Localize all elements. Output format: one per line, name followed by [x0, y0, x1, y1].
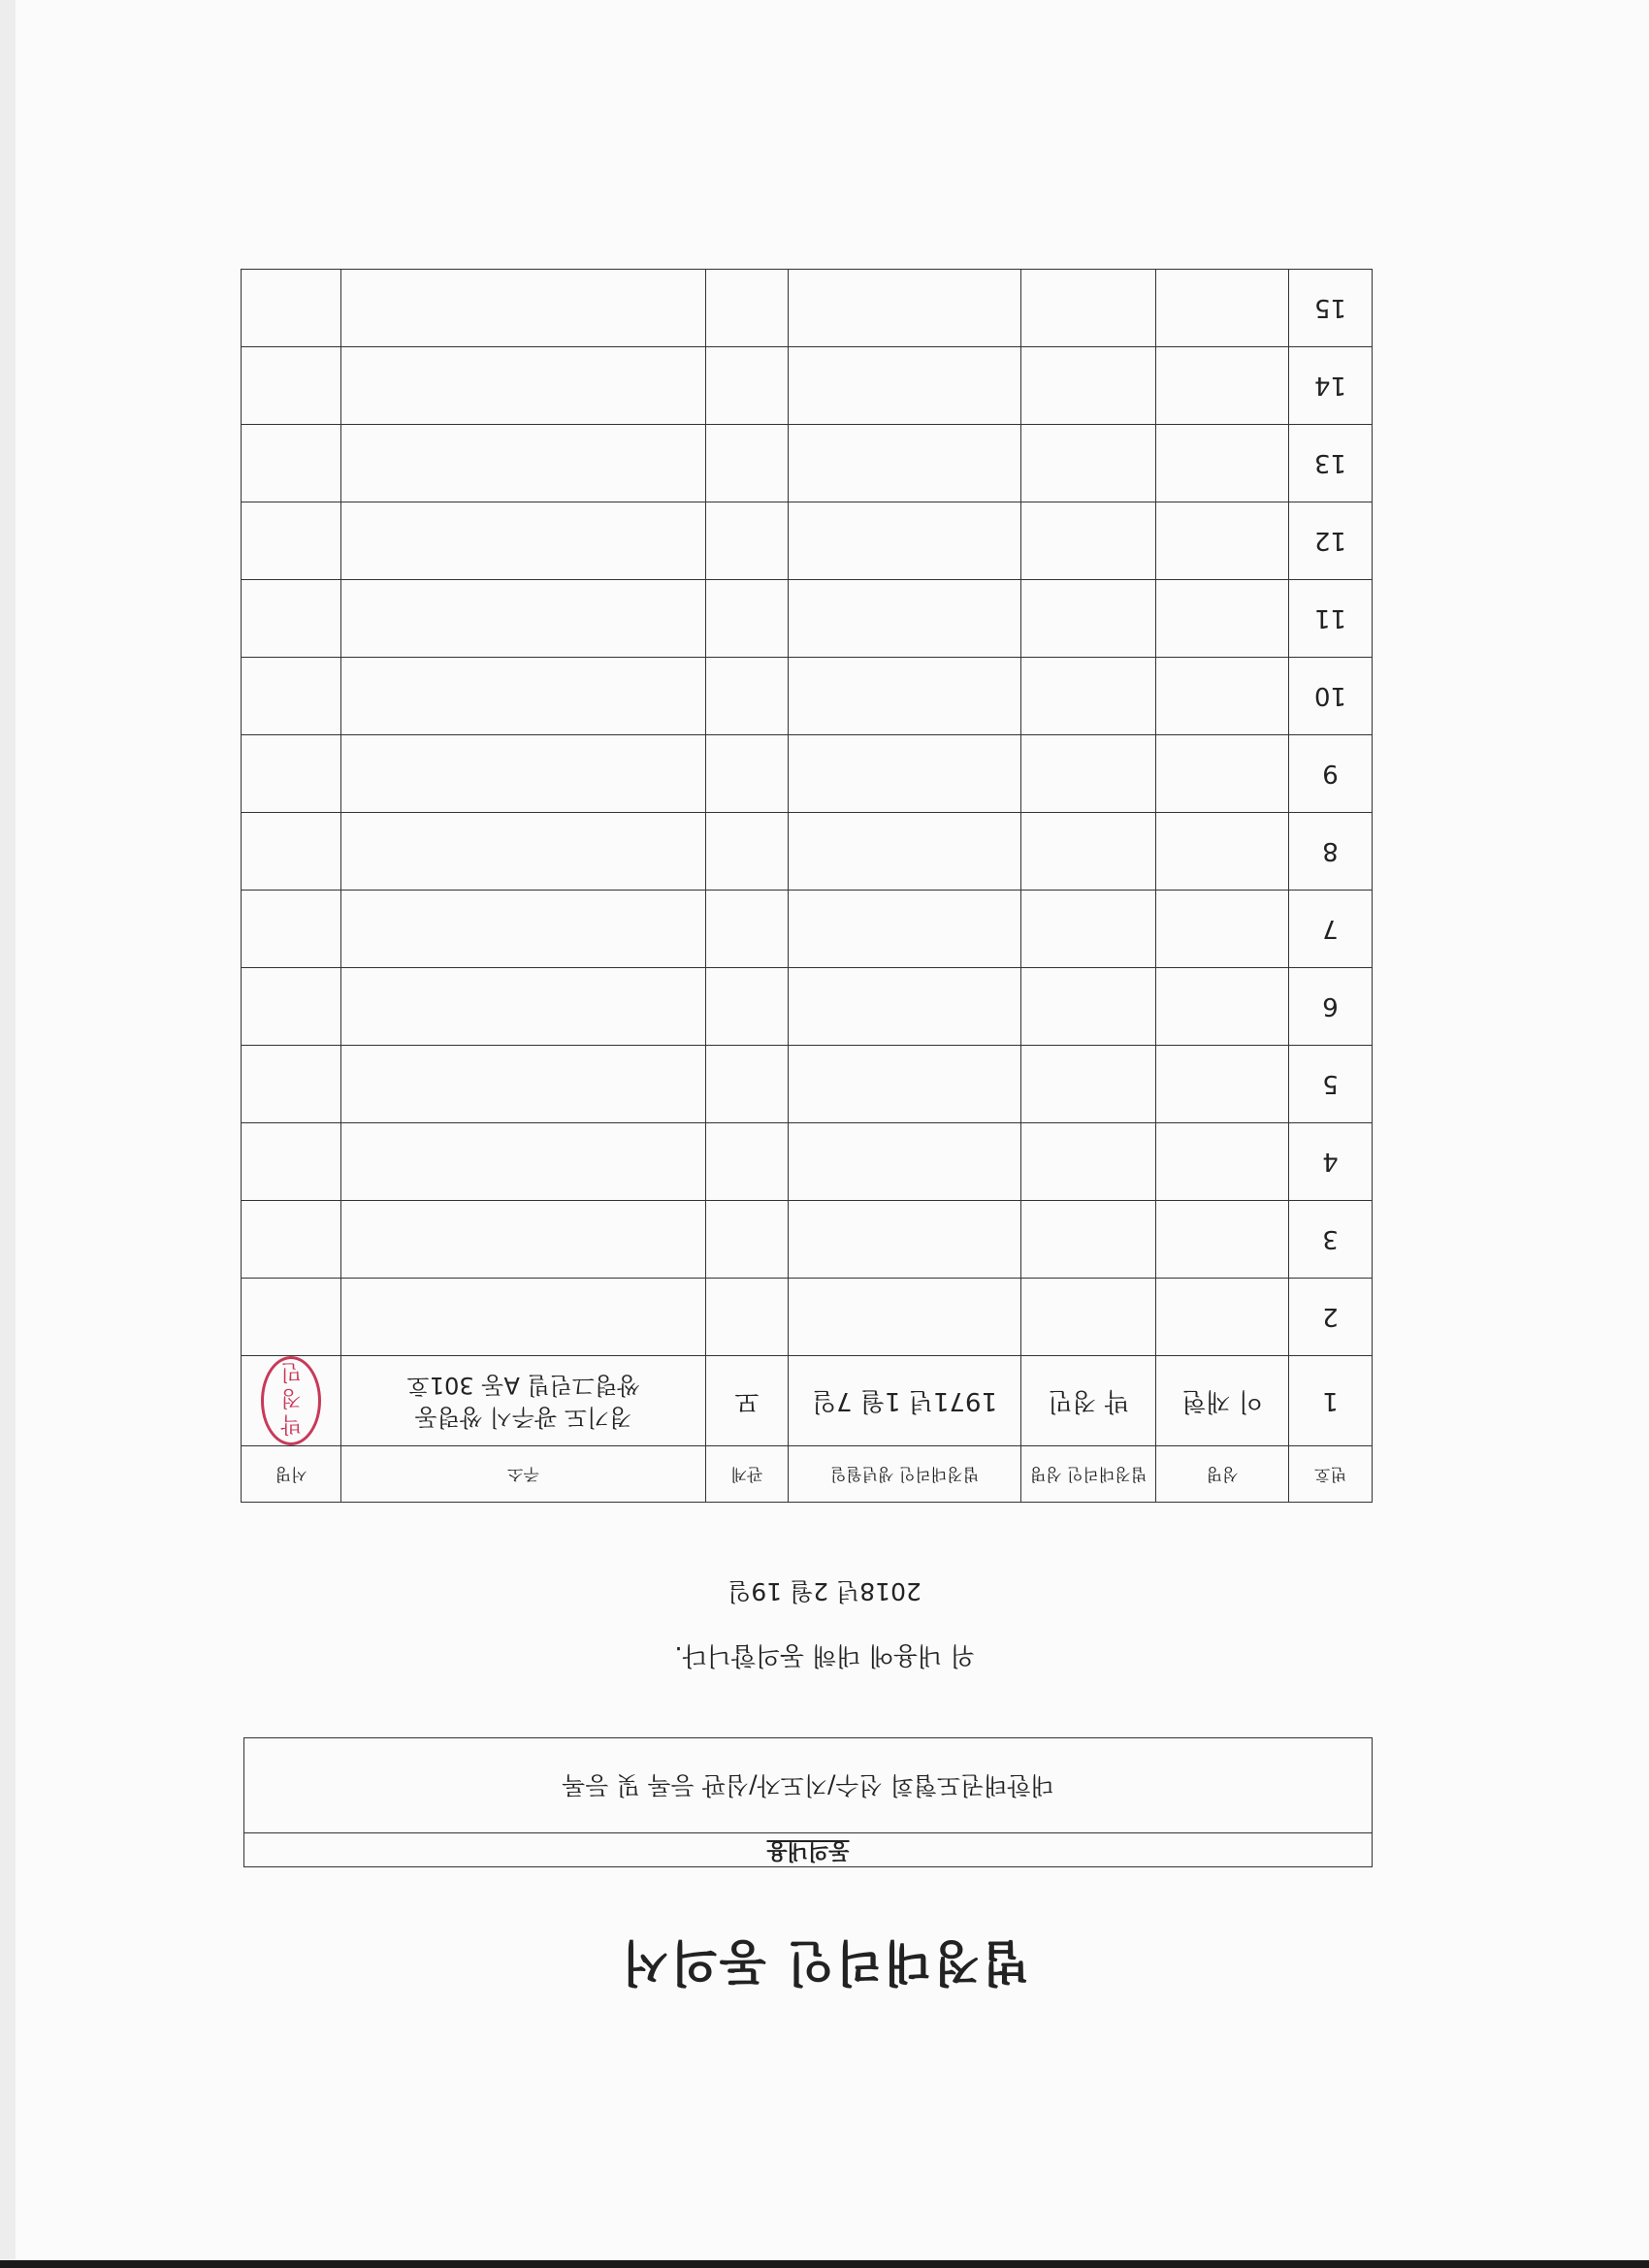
cell-signature — [242, 813, 341, 891]
cell-address — [341, 580, 706, 658]
cell-no: 12 — [1289, 502, 1373, 580]
scan-edge — [0, 2260, 1649, 2268]
table-row — [242, 425, 1373, 502]
header-guardian-birth: 법정대리인 생년월일 — [789, 1446, 1021, 1503]
cell-signature — [242, 425, 341, 502]
cell-guardian-name — [1021, 425, 1156, 502]
table-row — [242, 735, 1373, 813]
cell-guardian-birth — [789, 347, 1021, 425]
cell-guardian-birth — [789, 1279, 1021, 1356]
table-header-row — [242, 1446, 1373, 1503]
cell-relation — [706, 891, 789, 968]
address-line: 쌍령그린빌 A동 301호 — [406, 1372, 640, 1399]
table-row — [242, 580, 1373, 658]
cell-address — [341, 1046, 706, 1123]
cell-signature — [242, 891, 341, 968]
cell-guardian-birth — [789, 270, 1021, 347]
cell-address — [341, 270, 706, 347]
cell-name — [1156, 580, 1289, 658]
cell-no: 14 — [1289, 347, 1373, 425]
table-row — [242, 968, 1373, 1046]
cell-address — [341, 1123, 706, 1201]
cell-guardian-name — [1021, 968, 1156, 1046]
header-signature: 서명 — [242, 1446, 341, 1503]
signature-seal-icon: 박 정 민 — [261, 1356, 321, 1445]
cell-relation — [706, 425, 789, 502]
cell-guardian-name — [1021, 735, 1156, 813]
table-row — [242, 1201, 1373, 1279]
table-row — [242, 1123, 1373, 1201]
cell-guardian-name — [1021, 580, 1156, 658]
cell-address — [341, 1356, 706, 1446]
table-row — [242, 891, 1373, 968]
cell-relation — [706, 1279, 789, 1356]
cell-guardian-name: 박 정민 — [1021, 1356, 1156, 1446]
cell-name — [1156, 425, 1289, 502]
cell-address — [341, 658, 706, 735]
consent-text: 대한태권도협회 선수/지도자/심판 등록 및 등록 — [562, 1771, 1054, 1799]
cell-no: 13 — [1289, 425, 1373, 502]
cell-no: 9 — [1289, 735, 1373, 813]
document-title: 법정대리인 동의서 — [620, 1934, 1029, 1991]
cell-name — [1156, 1201, 1289, 1279]
cell-name — [1156, 968, 1289, 1046]
document-date: 2018년 2월 19일 — [728, 1577, 922, 1605]
cell-guardian-name — [1021, 347, 1156, 425]
cell-name: 이 재현 — [1156, 1356, 1289, 1446]
cell-no: 5 — [1289, 1046, 1373, 1123]
cell-signature — [242, 270, 341, 347]
cell-no: 4 — [1289, 1123, 1373, 1201]
cell-guardian-birth — [789, 1123, 1021, 1201]
address-line: 경기도 광주시 쌍령동 — [414, 1404, 632, 1431]
header-relation: 관계 — [706, 1446, 789, 1503]
table-row — [242, 1279, 1373, 1356]
cell-signature — [242, 1279, 341, 1356]
cell-address — [341, 425, 706, 502]
cell-no: 7 — [1289, 891, 1373, 968]
cell-no: 11 — [1289, 580, 1373, 658]
cell-address — [341, 813, 706, 891]
cell-no: 2 — [1289, 1279, 1373, 1356]
header-no: 번호 — [1289, 1446, 1373, 1503]
cell-address — [341, 347, 706, 425]
cell-guardian-birth: 1971년 1월 7일 — [789, 1356, 1021, 1446]
cell-relation — [706, 270, 789, 347]
cell-address — [341, 1201, 706, 1279]
cell-name — [1156, 1123, 1289, 1201]
header-name: 성명 — [1156, 1446, 1289, 1503]
cell-relation — [706, 968, 789, 1046]
cell-signature — [242, 580, 341, 658]
cell-no: 1 — [1289, 1356, 1373, 1446]
cell-relation — [706, 347, 789, 425]
cell-guardian-name — [1021, 502, 1156, 580]
cell-address — [341, 1279, 706, 1356]
cell-guardian-name — [1021, 1279, 1156, 1356]
table-row — [242, 347, 1373, 425]
cell-no: 10 — [1289, 658, 1373, 735]
cell-signature — [242, 1123, 341, 1201]
header-guardian-name: 법정대리인 성명 — [1021, 1446, 1156, 1503]
agreement-statement: 위 내용에 대해 동의합니다. — [674, 1640, 975, 1669]
cell-name — [1156, 270, 1289, 347]
cell-relation — [706, 813, 789, 891]
cell-no: 3 — [1289, 1201, 1373, 1279]
table-row — [242, 1046, 1373, 1123]
cell-name — [1156, 502, 1289, 580]
consent-section — [243, 1737, 1373, 1867]
cell-relation — [706, 502, 789, 580]
cell-guardian-name — [1021, 891, 1156, 968]
cell-signature — [242, 1201, 341, 1279]
cell-name — [1156, 891, 1289, 968]
cell-guardian-name — [1021, 270, 1156, 347]
cell-name — [1156, 735, 1289, 813]
table-row — [242, 1356, 1373, 1446]
cell-address — [341, 891, 706, 968]
cell-guardian-birth — [789, 735, 1021, 813]
cell-guardian-birth — [789, 813, 1021, 891]
table-row — [242, 502, 1373, 580]
cell-guardian-name — [1021, 1123, 1156, 1201]
cell-signature — [242, 502, 341, 580]
table-row — [242, 658, 1373, 735]
cell-relation — [706, 1046, 789, 1123]
cell-address — [341, 968, 706, 1046]
cell-relation: 모 — [706, 1356, 789, 1446]
header-address: 주소 — [341, 1446, 706, 1503]
guardian-table — [241, 269, 1373, 1503]
cell-no: 8 — [1289, 813, 1373, 891]
cell-relation — [706, 735, 789, 813]
cell-name — [1156, 813, 1289, 891]
cell-guardian-birth — [789, 502, 1021, 580]
cell-guardian-birth — [789, 968, 1021, 1046]
cell-guardian-birth — [789, 1201, 1021, 1279]
table-row — [242, 270, 1373, 347]
cell-signature — [242, 658, 341, 735]
cell-relation — [706, 658, 789, 735]
cell-no: 15 — [1289, 270, 1373, 347]
cell-relation — [706, 1123, 789, 1201]
cell-guardian-name — [1021, 813, 1156, 891]
consent-header: 동의내용 — [244, 1832, 1372, 1866]
cell-signature — [242, 1046, 341, 1123]
cell-name — [1156, 1279, 1289, 1356]
cell-name — [1156, 347, 1289, 425]
cell-guardian-name — [1021, 1201, 1156, 1279]
cell-signature — [242, 1356, 341, 1446]
cell-relation — [706, 580, 789, 658]
cell-guardian-birth — [789, 891, 1021, 968]
cell-signature — [242, 735, 341, 813]
cell-name — [1156, 1046, 1289, 1123]
cell-signature — [242, 968, 341, 1046]
cell-no: 6 — [1289, 968, 1373, 1046]
cell-guardian-birth — [789, 425, 1021, 502]
cell-name — [1156, 658, 1289, 735]
cell-relation — [706, 1201, 789, 1279]
cell-signature — [242, 347, 341, 425]
scan-edge — [0, 0, 16, 2268]
cell-guardian-birth — [789, 580, 1021, 658]
cell-guardian-name — [1021, 1046, 1156, 1123]
cell-guardian-name — [1021, 658, 1156, 735]
cell-address — [341, 502, 706, 580]
cell-address — [341, 735, 706, 813]
cell-guardian-birth — [789, 658, 1021, 735]
table-row — [242, 813, 1373, 891]
cell-guardian-birth — [789, 1046, 1021, 1123]
